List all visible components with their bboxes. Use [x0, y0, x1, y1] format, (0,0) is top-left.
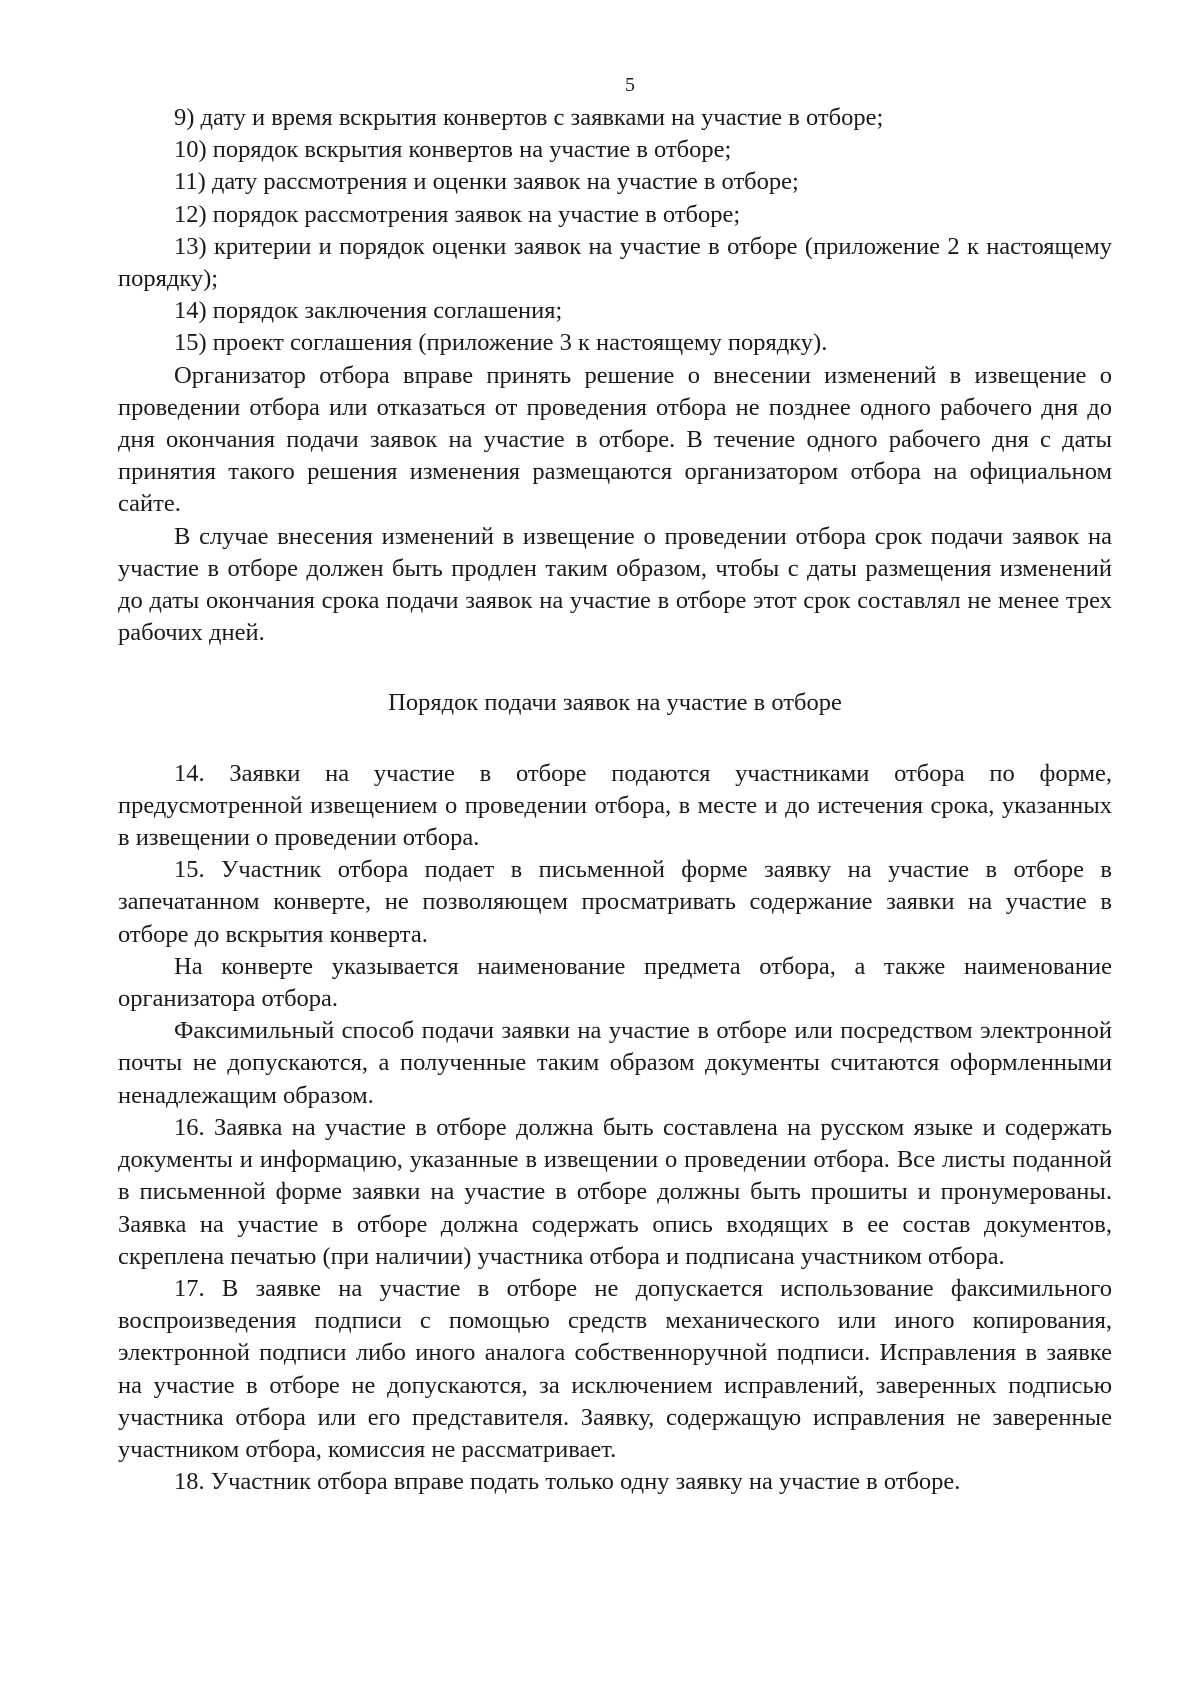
- section-heading: Порядок подачи заявок на участие в отборе: [388, 689, 842, 717]
- list-item: 10) порядок вскрытия конвертов на участие в отборе;: [174, 136, 732, 164]
- paragraph-clause-15: 15. Участник отбора подает в письменной форме заявку на участие в отборе в запечатанном конверте, не позволяющем просматривать содержание заявки на участие в отборе до вскрытия конверта.: [118, 856, 1112, 948]
- paragraph-clause-18: 18. Участник отбора вправе подать только одну заявку на участие в отборе.: [174, 1468, 961, 1496]
- list-item: 15) проект соглашения (приложение 3 к настоящему порядку).: [174, 329, 828, 357]
- paragraph-fax-email: Факсимильный способ подачи заявки на участие в отборе или посредством электронной почты не допускаются, а полученные таким образом документы считаются оформленными ненадлежащим образом.: [118, 1017, 1112, 1109]
- paragraph-clause-16: 16. Заявка на участие в отборе должна быть составлена на русском языке и содержать документы и информацию, указанные в извещении о проведении отбора. Все листы поданной в письменной форме заявки на участие в отборе должны быть прошиты и пронумерованы. Заявка на участие в отборе должна содержать опись входящих в ее состав документов, скреплена печатью (при наличии) участника отбора и подписана участником отбора.: [118, 1113, 1112, 1270]
- list-item: 11) дату рассмотрения и оценки заявок на участие в отборе;: [174, 168, 799, 196]
- list-item: 12) порядок рассмотрения заявок на участие в отборе;: [174, 200, 741, 228]
- paragraph-clause-17: 17. В заявке на участие в отборе не допускается использование факсимильного воспроизведения подписи с помощью средств механического или иного копирования, электронной подписи либо иного аналога собственноручной подписи. Исправления в заявке на участие в отборе не допускаются, за исключением исправлений, заверенных подписью участника отбора или его представителя. Заявку, содержащую исправления не заверенные участником отбора, комиссия не рассматривает.: [118, 1274, 1112, 1463]
- list-item: 14) порядок заключения соглашения;: [174, 297, 563, 325]
- paragraph-clause-14: 14. Заявки на участие в отборе подаются участниками отбора по форме, предусмотренной извещением о проведении отбора, в месте и до истечения срока, указанных в извещении о проведении отбора.: [118, 759, 1112, 852]
- paragraph-notice-changes: Организатор отбора вправе принять решение о внесении изменений в извещение о проведении отбора или отказаться от проведения отбора не позднее одного рабочего дня до дня окончания подачи заявок на участие в отборе. В течение одного рабочего дня с даты принятия такого решения изменения размещаются организатором отбора на официальном сайте.: [118, 361, 1112, 518]
- paragraph-envelope-marking: На конверте указывается наименование предмета отбора, а также наименование организатора отбора.: [118, 952, 1112, 1013]
- page-number: 5: [625, 74, 635, 96]
- list-item: 9) дату и время вскрытия конвертов с заявками на участие в отборе;: [174, 104, 884, 131]
- list-item: 13) критерии и порядок оценки заявок на участие в отборе (приложение 2 к настоящему порядку);: [118, 232, 1112, 293]
- paragraph-deadline-extension: В случае внесения изменений в извещение о проведении отбора срок подачи заявок на участие в отборе должен быть продлен таким образом, чтобы с даты размещения изменений до даты окончания срока подачи заявок на участие в отборе этот срок составлял не менее трех рабочих дней.: [118, 522, 1112, 647]
- requirements-list: [118, 102, 1112, 360]
